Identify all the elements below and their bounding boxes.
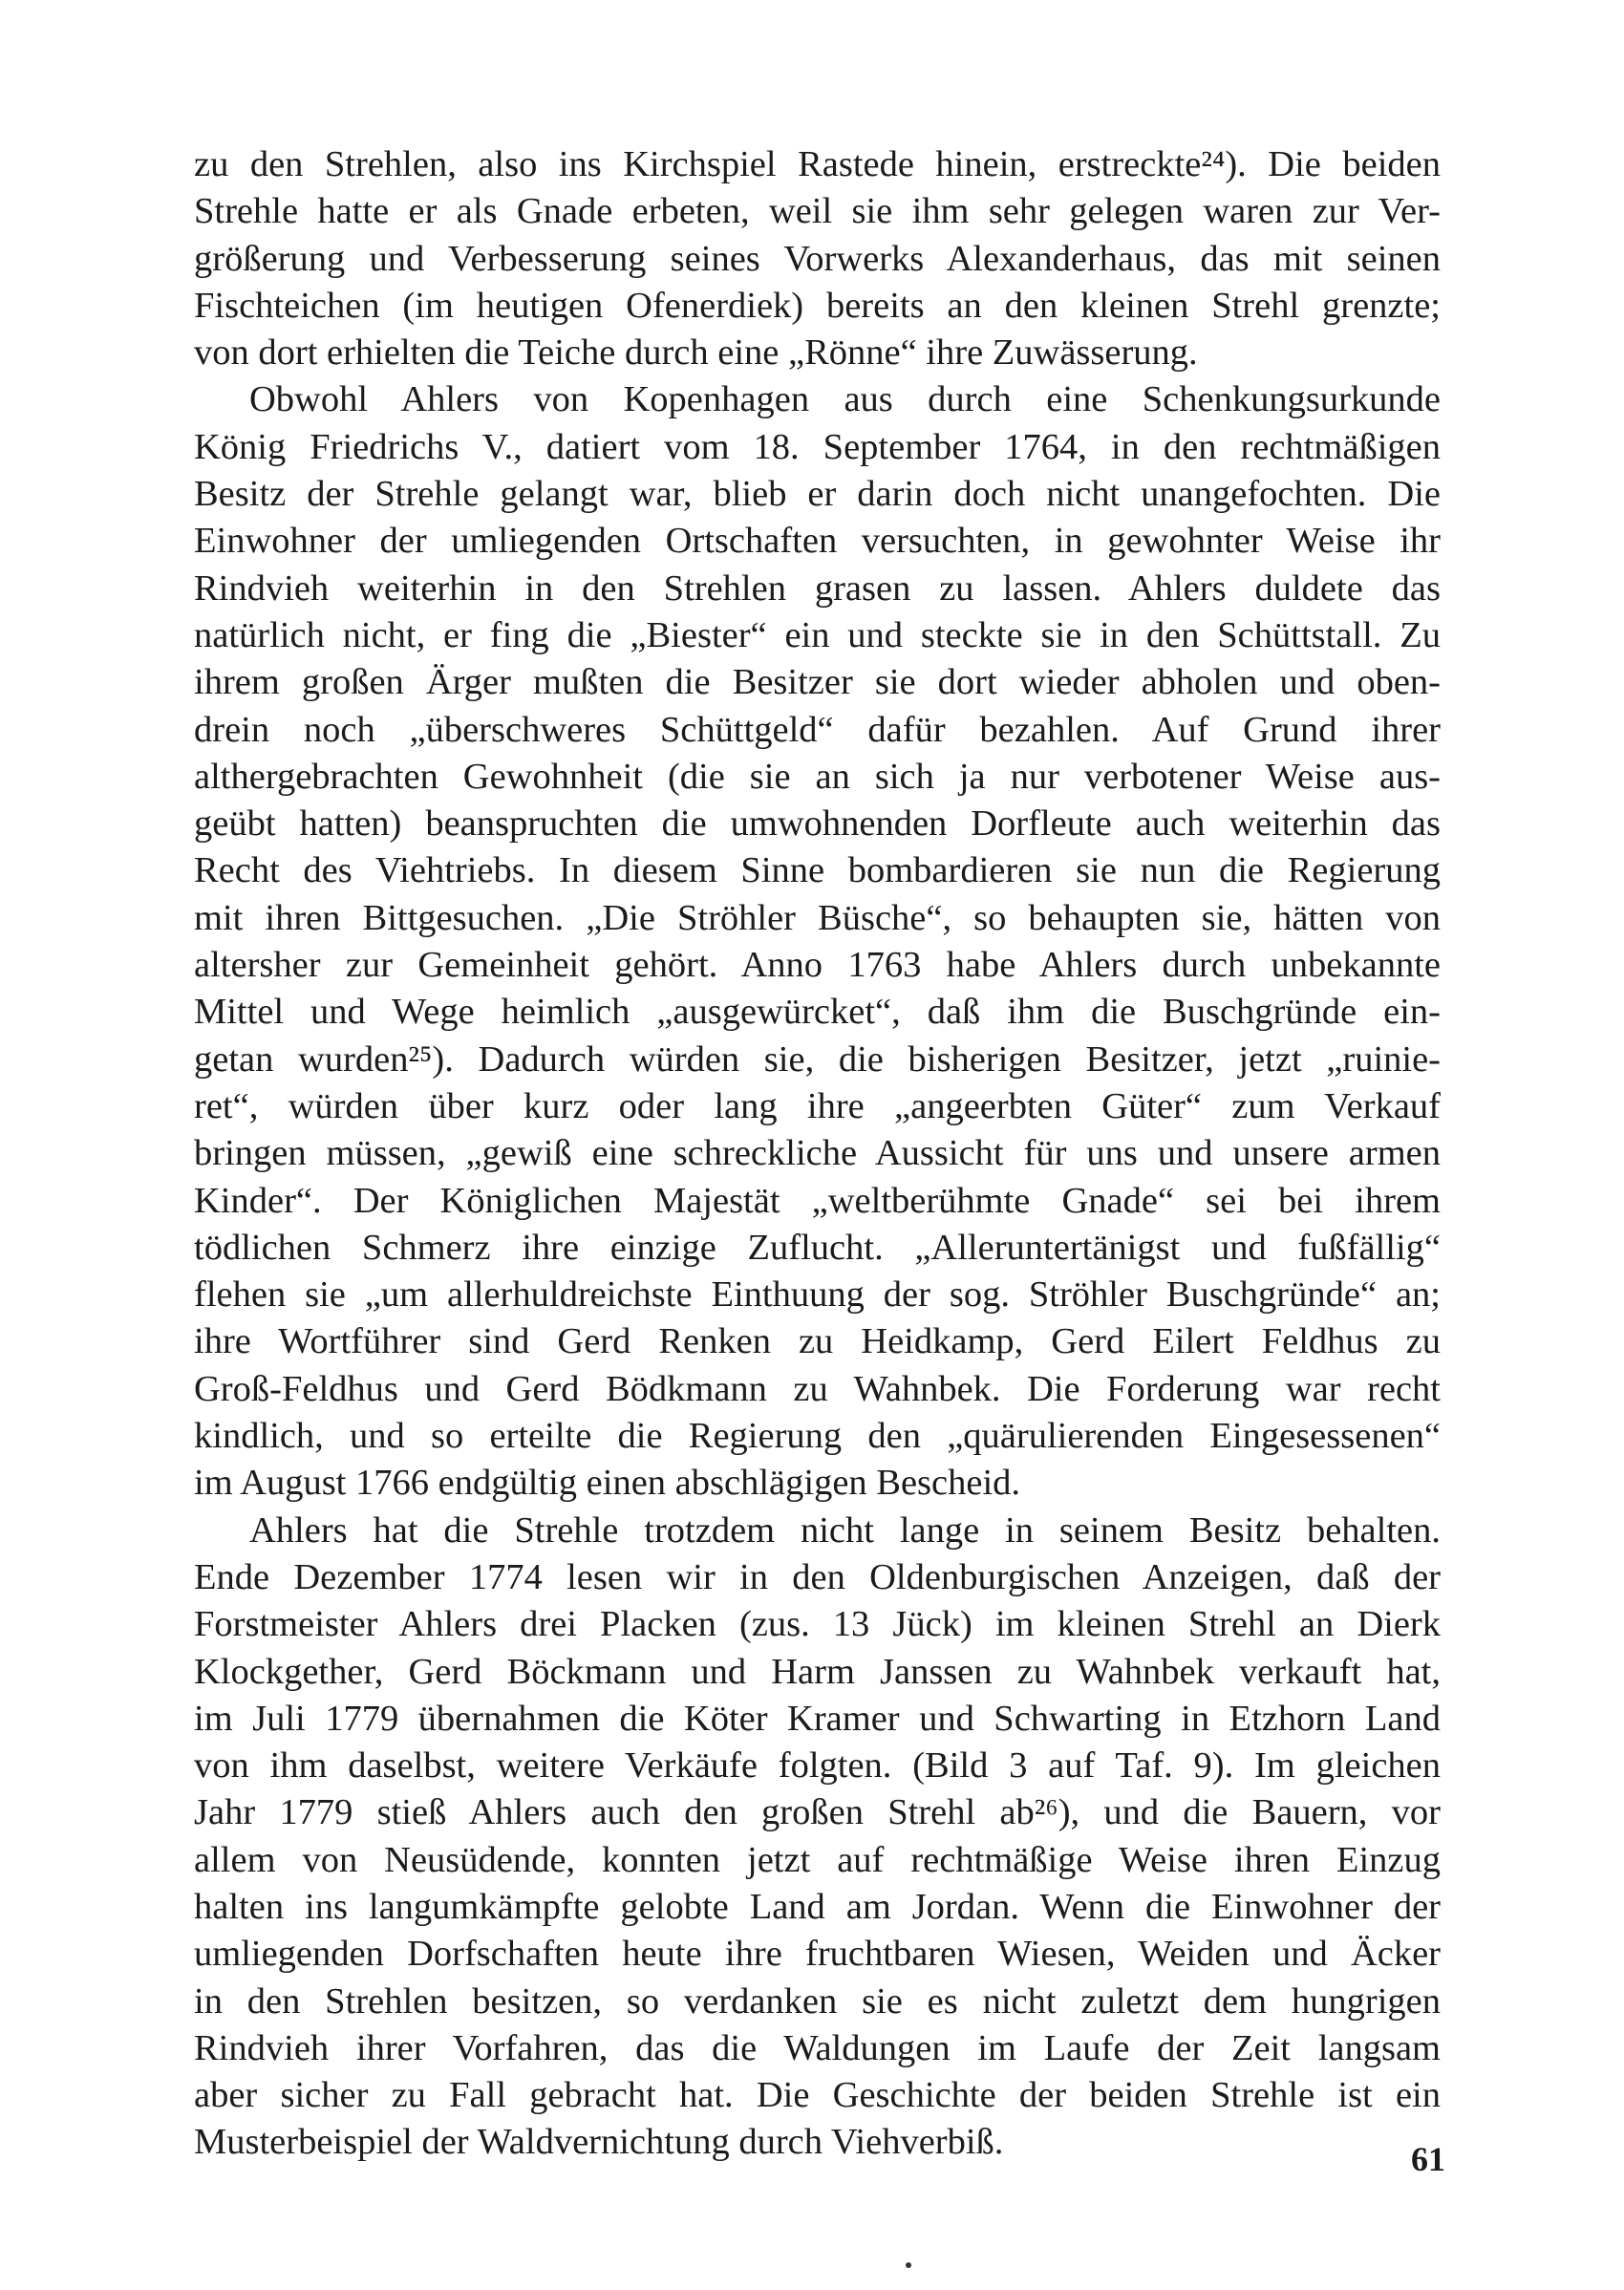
text-line: größerung und Verbesserung seines Vorwerks Alexanderhaus, das mit seinen (194, 238, 1441, 279)
text-line: Recht des Viehtriebs. In diesem Sinne bombardieren sie nun die Regierung (194, 850, 1441, 891)
text-line: zu den Strehlen, also ins Kirchspiel Rastede hinein, erstreckte²⁴). Die beiden (194, 144, 1441, 184)
text-line: althergebrachten Gewohnheit (die sie an sich ja nur verbotener Weise aus- (194, 756, 1441, 797)
text-line: geübt hatten) beanspruchten die umwohnenden Dorfleute auch weiterhin das (194, 803, 1441, 845)
text-line: halten ins langumkämpfte gelobte Land am Jordan. Wenn die Einwohner der (194, 1886, 1441, 1927)
text-line: allem von Neusüdende, konnten jetzt auf rechtmäßige Weise ihren Einzug (194, 1839, 1441, 1880)
text-line: von ihm daselbst, weitere Verkäufe folgten. (Bild 3 auf Taf. 9). Im gleichen (194, 1745, 1441, 1787)
text-line: Mittel und Wege heimlich „ausgewürcket“, daß ihm die Buschgründe ein- (194, 992, 1441, 1033)
text-line: in den Strehlen besitzen, so verdanken sie es nicht zuletzt dem hungrigen (194, 1980, 1441, 2022)
text-line: altersher zur Gemeinheit gehört. Anno 1763 habe Ahlers durch unbekannte (194, 945, 1441, 986)
text-line: kindlich, und so erteilte die Regierung den „quärulierenden Eingesessenen“ (194, 1416, 1441, 1457)
text-line: tödlichen Schmerz ihre einzige Zuflucht. „Alleruntertänigst und fußfällig“ (194, 1227, 1441, 1268)
text-line: natürlich nicht, er fing die „Biester“ ein und steckte sie in den Schüttstall. Zu (194, 614, 1441, 655)
text-line: Einwohner der umliegenden Ortschaften versuchten, in gewohnter Weise ihr (194, 521, 1441, 562)
paragraph-3 (194, 1508, 1441, 2167)
text-line: flehen sie „um allerhuldreichste Einthuung der sog. Ströhler Buschgründe“ an; (194, 1274, 1441, 1316)
text-line: König Friedrichs V., datiert vom 18. September 1764, in den rechtmäßigen (194, 426, 1441, 467)
text-line: Ahlers hat die Strehle trotzdem nicht lange in seinem Besitz behalten. (249, 1509, 1441, 1551)
text-line: von dort erhielten die Teiche durch eine „Rönne“ ihre Zuwässerung. (194, 332, 1198, 374)
text-line: Fischteichen (im heutigen Ofenerdiek) bereits an den kleinen Strehl grenzte; (194, 285, 1441, 326)
text-line: Kinder“. Der Königlichen Majestät „weltberühmte Gnade“ sei bei ihrem (194, 1180, 1441, 1221)
text-line: ihre Wortführer sind Gerd Renken zu Heidkamp, Gerd Eilert Feldhus zu (194, 1321, 1441, 1362)
text-line: Besitz der Strehle gelangt war, blieb er darin doch nicht unangefochten. Die (194, 474, 1441, 515)
text-line: im August 1766 endgültig einen abschlägigen Bescheid. (194, 1463, 1021, 1504)
text-line: Rindvieh ihrer Vorfahren, das die Waldungen im Laufe der Zeit langsam (194, 2027, 1441, 2068)
text-line: Forstmeister Ahlers drei Placken (zus. 13 Jück) im kleinen Strehl an Dierk (194, 1604, 1441, 1645)
text-line: ret“, würden über kurz oder lang ihre „angeerbten Güter“ zum Verkauf (194, 1085, 1441, 1126)
text-line: Musterbeispiel der Waldvernichtung durch Viehverbiß. (194, 2122, 1004, 2163)
text-line: bringen müssen, „gewiß eine schreckliche Aussicht für uns und unsere armen (194, 1133, 1441, 1174)
body-text (194, 141, 1441, 2167)
text-line: aber sicher zu Fall gebracht hat. Die Geschichte der beiden Strehle ist ein (194, 2075, 1441, 2116)
text-line: Strehle hatte er als Gnade erbeten, weil sie ihm sehr gelegen waren zur Ver- (194, 191, 1441, 232)
text-line: getan wurden²⁵). Dadurch würden sie, die bisherigen Besitzer, jetzt „ruinie- (194, 1038, 1441, 1080)
text-line: drein noch „überschweres Schüttgeld“ dafür bezahlen. Auf Grund ihrer (194, 709, 1441, 750)
scan-speck (906, 2262, 911, 2268)
page-number: 61 (1411, 2140, 1445, 2178)
text-line: Klockgether, Gerd Böckmann und Harm Janssen zu Wahnbek verkauft hat, (194, 1651, 1441, 1692)
text-line: im Juli 1779 übernahmen die Köter Kramer und Schwarting in Etzhorn Land (194, 1698, 1441, 1739)
text-line: Rindvieh weiterhin in den Strehlen grasen zu lassen. Ahlers duldete das (194, 567, 1441, 609)
text-line: Obwohl Ahlers von Kopenhagen aus durch eine Schenkungsurkunde (249, 379, 1441, 420)
text-line: mit ihren Bittgesuchen. „Die Ströhler Büsche“, so behaupten sie, hätten von (194, 897, 1441, 938)
text-line: umliegenden Dorfschaften heute ihre fruchtbaren Wiesen, Weiden und Äcker (194, 1934, 1441, 1975)
text-line: Groß-Feldhus und Gerd Bödkmann zu Wahnbek. Die Forderung war recht (194, 1368, 1441, 1409)
paragraph-1 (194, 141, 1441, 376)
text-line: Jahr 1779 stieß Ahlers auch den großen Strehl ab²⁶), und die Bauern, vor (194, 1792, 1441, 1833)
text-line: ihrem großen Ärger mußten die Besitzer sie dort wieder abholen und oben- (194, 662, 1441, 703)
paragraph-2 (194, 376, 1441, 1507)
text-line: Ende Dezember 1774 lesen wir in den Oldenburgischen Anzeigen, daß der (194, 1556, 1441, 1597)
